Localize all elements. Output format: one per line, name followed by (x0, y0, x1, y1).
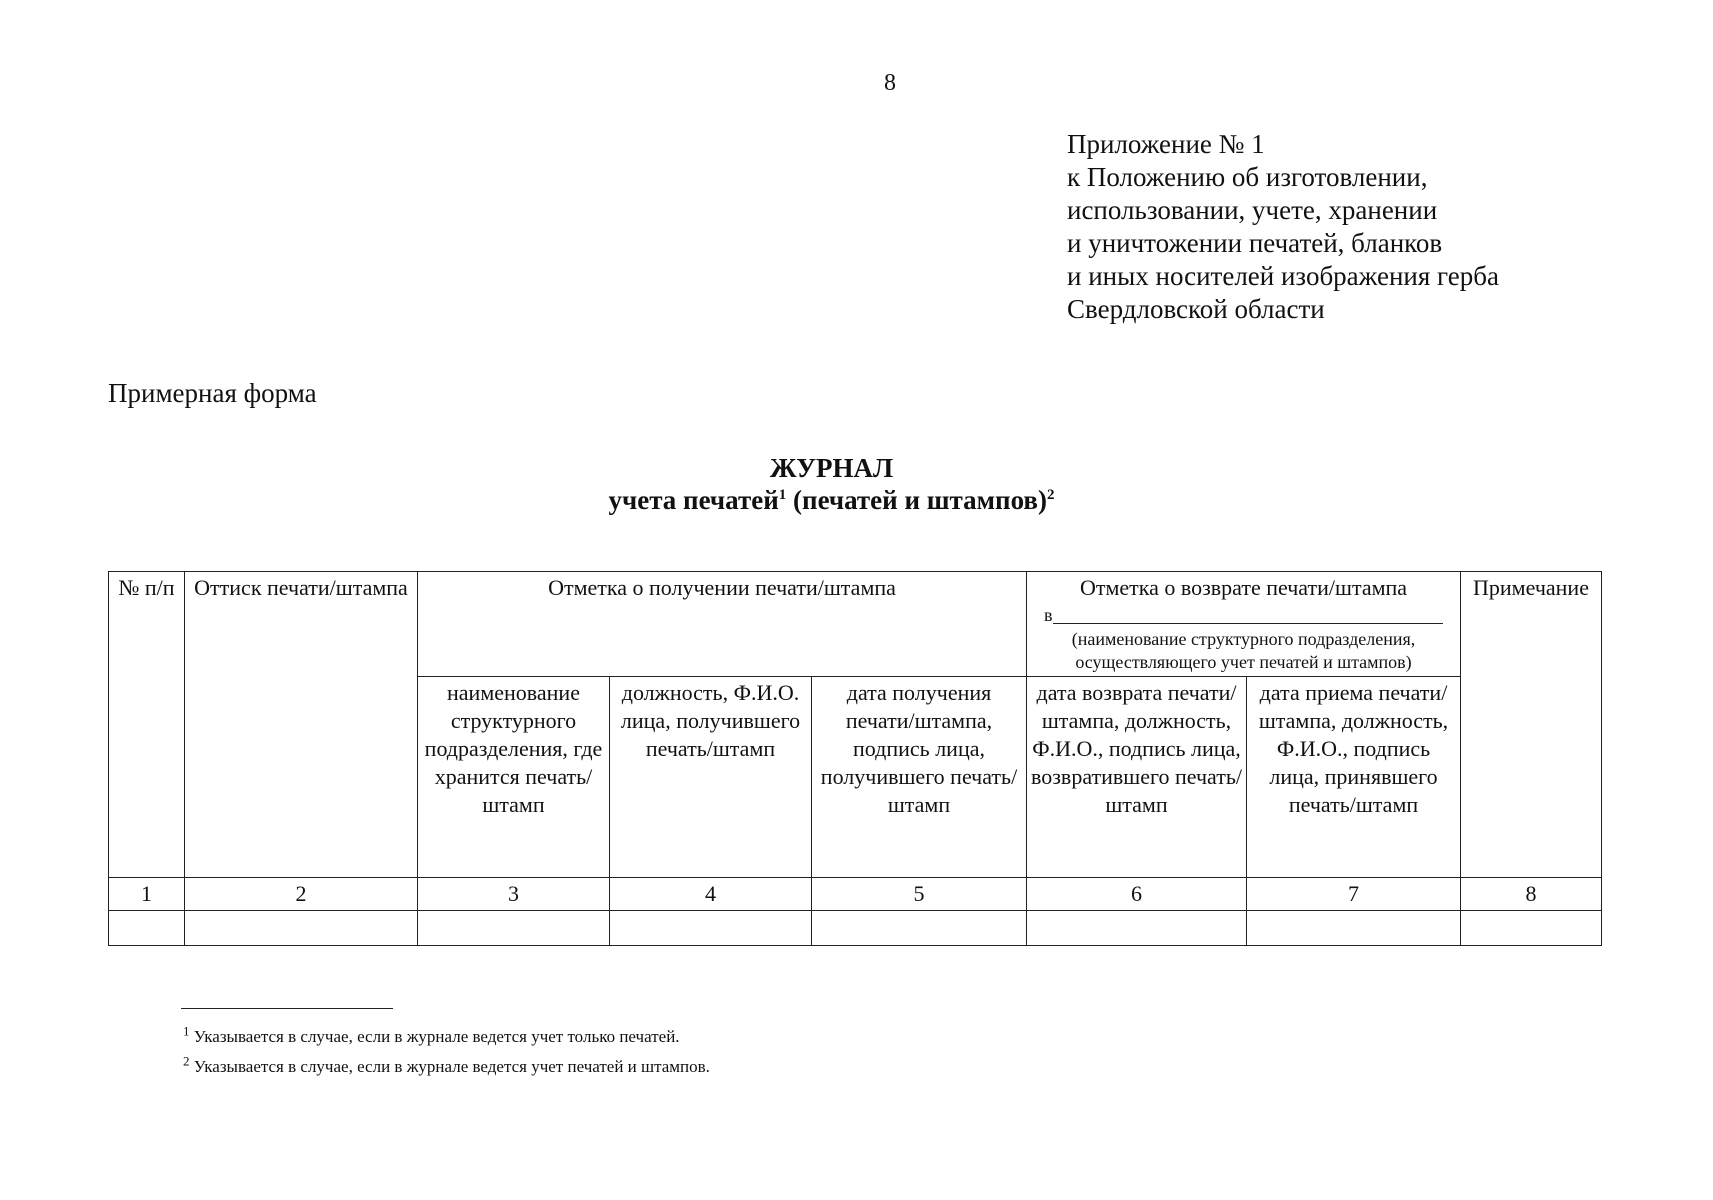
empty-cell (109, 911, 185, 946)
return-blank-line (1044, 606, 1443, 624)
column-number: 1 (109, 878, 185, 911)
column-number: 8 (1461, 878, 1602, 911)
column-number: 4 (610, 878, 812, 911)
subheader-accept-date: дата приема печати/штампа, должность, Ф.И.О., подпись лица, принявшего печать/штамп (1247, 677, 1461, 878)
empty-cell (418, 911, 610, 946)
column-number: 2 (185, 878, 418, 911)
header-imprint: Оттиск печати/штампа (185, 572, 418, 878)
footnote-item (183, 1022, 710, 1052)
column-numbers-row (109, 878, 1602, 911)
journal-title-main: ЖУРНАЛ (769, 453, 894, 483)
title-sub-part2: (печатей и штампов) (786, 485, 1047, 515)
return-prefix: в (1044, 605, 1053, 625)
header-receipt-group: Отметка о получении печати/штампа (418, 572, 1027, 677)
return-hint: (наименование структурного подразделения, осуществляющего учет печатей и штампов) (1071, 629, 1416, 672)
empty-cell (1461, 911, 1602, 946)
form-label: Примерная форма (108, 378, 317, 408)
header-note: Примечание (1461, 572, 1602, 878)
footnote-text: Указывается в случае, если в журнале ведется учет печатей и штампов. (193, 1057, 710, 1076)
return-group-title: Отметка о возврате печати/штампа (1079, 575, 1408, 600)
table-header-row (109, 572, 1602, 677)
subheader-unit: наименование структурного подразделения, где хранится печать/штамп (418, 677, 610, 878)
empty-cell (185, 911, 418, 946)
blank-underline (1053, 609, 1443, 624)
journal-title-sub (0, 484, 1713, 516)
empty-cell (610, 911, 812, 946)
footnote-mark: 1 (183, 1023, 190, 1039)
header-return-group (1027, 572, 1461, 677)
column-number: 3 (418, 878, 610, 911)
appendix-line: и уничтожении печатей, бланков (1067, 228, 1443, 258)
footnotes (183, 1022, 710, 1082)
empty-cell (812, 911, 1027, 946)
footnote-ref-1: 1 (778, 487, 787, 503)
table-row (109, 911, 1602, 946)
journal-table (108, 571, 1602, 946)
appendix-line: и иных носителей изображения герба (1067, 261, 1499, 291)
appendix-line: использовании, учете, хранении (1067, 195, 1438, 225)
title-sub-part1: учета печатей (608, 485, 779, 515)
appendix-line: Приложение № 1 (1067, 129, 1265, 159)
page-number: 8 (884, 70, 896, 96)
appendix-line: Свердловской области (1067, 294, 1325, 324)
footnote-text: Указывается в случае, если в журнале ведется учет только печатей. (193, 1027, 680, 1046)
appendix-reference (1067, 128, 1499, 326)
footnote-separator (181, 1008, 393, 1009)
subheader-receipt-date: дата получения печати/штампа, подпись лица, получившего печать/штамп (812, 677, 1027, 878)
appendix-line: к Положению об изготовлении, (1067, 162, 1428, 192)
subheader-position: должность, Ф.И.О. лица, получившего печать/штамп (610, 677, 812, 878)
subheader-return-date: дата возврата печати/штампа, должность, Ф.И.О., подпись лица, возвратившего печать/штамп (1027, 677, 1247, 878)
footnote-ref-2: 2 (1047, 487, 1055, 503)
column-number: 6 (1027, 878, 1247, 911)
footnote-mark: 2 (183, 1053, 190, 1069)
footnote-item (183, 1052, 710, 1082)
journal-title (0, 452, 1713, 516)
column-number: 5 (812, 878, 1027, 911)
empty-cell (1027, 911, 1247, 946)
column-number: 7 (1247, 878, 1461, 911)
header-no: № п/п (109, 572, 185, 878)
empty-cell (1247, 911, 1461, 946)
